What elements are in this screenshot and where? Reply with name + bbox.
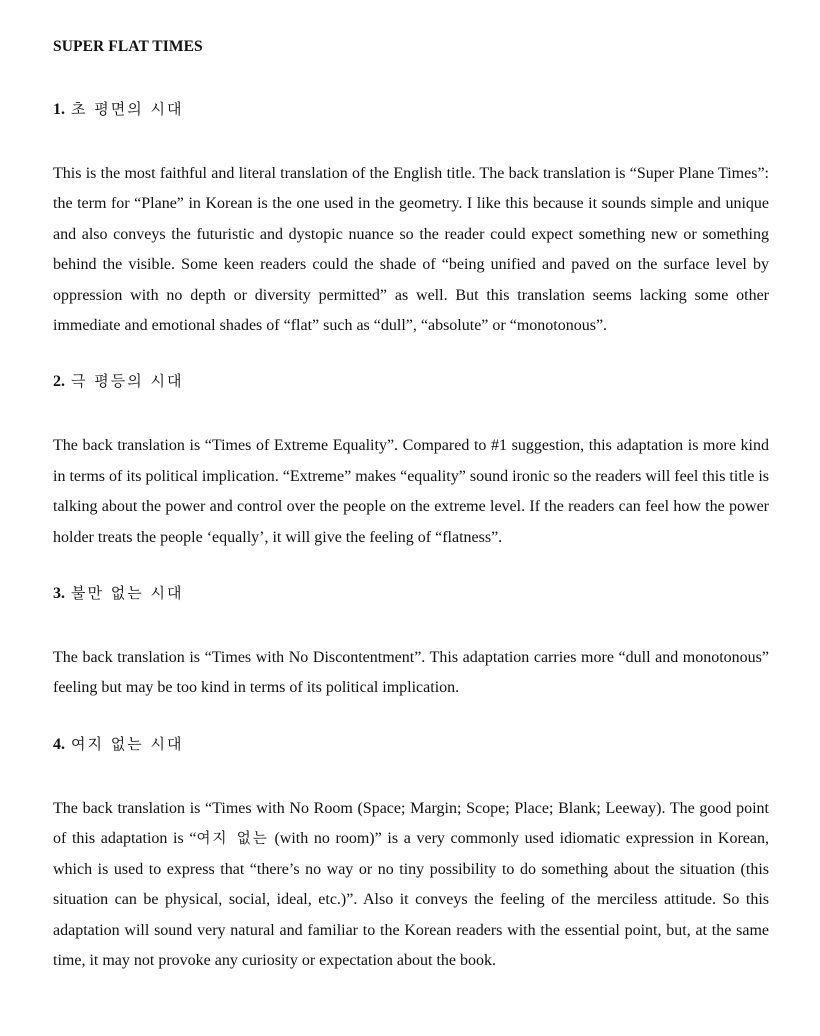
section-3 [53, 582, 769, 704]
section-heading [53, 582, 769, 605]
section-4 [53, 733, 769, 976]
section-body: This is the most faithful and literal translation of the English title. The back translation is “Super Plane Times”: the term for “Plane” in Korean is the one used in the geometry. I like this because it sounds simple and unique and also conveys the futuristic and dystopic nuance so the reader could expect something new or something behind the visible. Some keen readers could the shade of “being unified and paved on the surface level by oppression with no depth or diversity permitted” as well. But this translation seems lacking some other immediate and emotional shades of “flat” such as “dull”, “absolute” or “monotonous”. [53, 165, 769, 335]
section-number: 3. [53, 585, 65, 603]
section-1 [53, 98, 769, 341]
section-number: 2. [53, 373, 65, 391]
section-body: The back translation is “Times with No Discontentment”. This adaptation carries more “dull and monotonous” feeling but may be too kind in terms of its political implication. [53, 649, 769, 697]
section-heading [53, 370, 769, 393]
section-korean-title: 극 평등의 시대 [71, 372, 184, 391]
inline-korean-phrase: 여지 없는 [196, 831, 269, 848]
section-body: The back translation is “Times of Extreme Equality”. Compared to #1 suggestion, this adaptation is more kind in terms of its political implication. “Extreme” makes “equality” sound ironic so the readers will feel this title is talking about the power and control over the people on the extreme level. If the readers can feel how the power holder treats the people ‘equally’, it will give the feeling of “flatness”. [53, 437, 769, 546]
section-heading [53, 733, 769, 756]
section-korean-title: 불만 없는 시대 [71, 584, 184, 603]
section-korean-title: 여지 없는 시대 [71, 734, 184, 753]
section-heading [53, 98, 769, 121]
section-2 [53, 370, 769, 553]
section-korean-title: 초 평면의 시대 [71, 100, 184, 118]
section-body-text: The back translation is “Times with No Room (Space; Margin; Scope; Place; Blank; Leeway). The good point of this adaptation is “ [53, 799, 769, 848]
section-body-text: (with no room)” is a very commonly used idiomatic expression in Korean, which is used to express that “there’s no way or no tiny possibility to do something about the situation (this situation can be physical, social, ideal, etc.)”. Also it conveys the feeling of the merciless attitude. So this adaptation will sound very natural and familiar to the Korean readers with the essential point, but, at the same time, it may not provoke any curiosity or expectation about the book. [53, 830, 769, 969]
section-number: 1. [53, 101, 65, 118]
section-body [53, 794, 769, 976]
section-number: 4. [53, 735, 65, 753]
document-page [53, 36, 769, 976]
document-title: SUPER FLAT TIMES [53, 38, 203, 55]
